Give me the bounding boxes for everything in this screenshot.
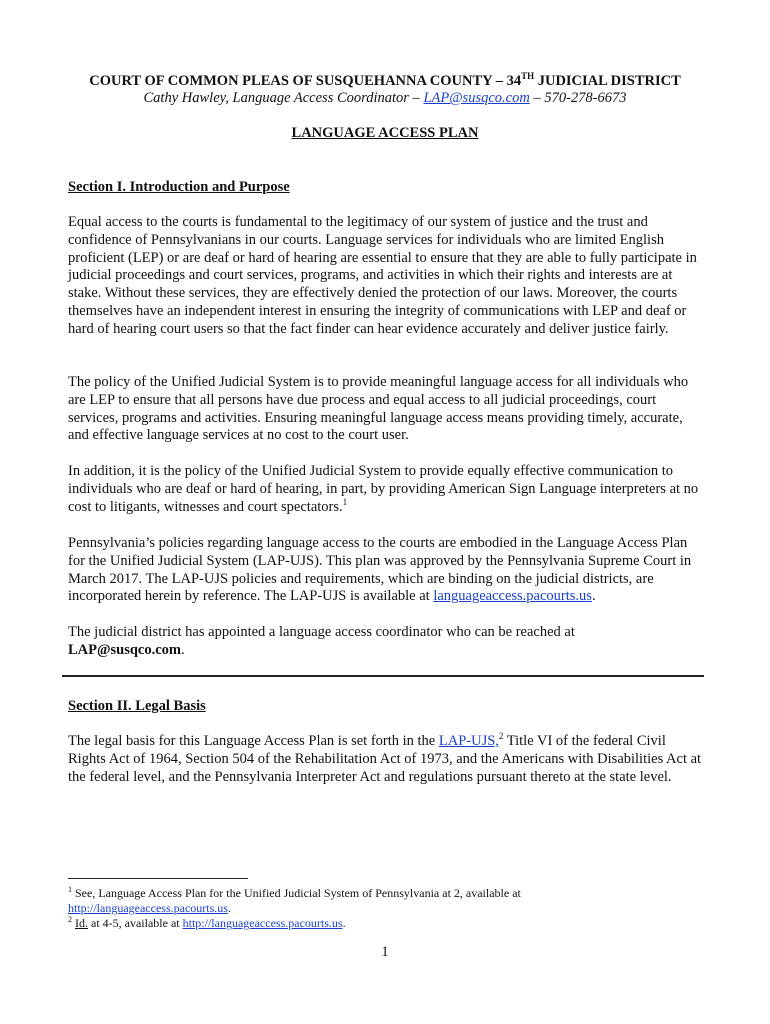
court-header [0,71,770,90]
footnote-1 [68,886,704,916]
section-2-heading: Section II. Legal Basis [68,698,206,714]
footnote-1-text: See, Language Access Plan for the Unified Judicial System of Pennsylvania at 2, available at [72,886,521,900]
paragraph-4-text: Pennsylvania’s policies regarding language access to the courts are embodied in the Language Access Plan for the Unified Judicial System (LAP-UJS). This plan was approved by the Pennsylvania Supreme Court in March 2017. The LAP-UJS policies and requirements, which are binding on the judicial districts, are incorporated herein by reference. The LAP-UJS is available at [68,535,692,605]
coordinator-email-bold: LAP@susqco.com [68,641,181,658]
languageaccess-link[interactable]: languageaccess.pacourts.us [433,588,592,605]
section-1-paragraph-3 [68,463,704,516]
section-1-paragraph-5 [68,624,704,660]
paragraph-5-text: The judicial district has appointed a language access coordinator who can be reached at [68,624,575,640]
district-label: JUDICIAL DISTRICT [534,72,681,89]
section-2-paragraph-1 [68,733,704,786]
footnote-1-link[interactable]: http://languageaccess.pacourts.us [68,901,228,915]
ordinal-suffix: TH [521,71,535,81]
footnote-separator [68,878,248,879]
footnote-2-text: at 4-5, available at [88,916,183,930]
section-divider [62,675,704,677]
coordinator-phone: – 570-278-6673 [529,90,627,106]
footnote-1-end: . [227,901,231,915]
section-1-paragraph-4 [68,535,704,606]
page-number: 1 [381,944,389,960]
footnote-2-id: Id. [75,916,88,930]
section-1-paragraph-2: The policy of the Unified Judicial System is to provide meaningful language access for all individuals who are LEP to ensure that all persons have due process and equal access to all judicial proceedings, court services, programs and activities. Ensuring meaningful language access means providing timely, accurate, and effective language services at no cost to the court user. [68,374,689,444]
section-1-heading: Section I. Introduction and Purpose [68,179,290,195]
paragraph-3-text: In addition, it is the policy of the Unified Judicial System to provide equally effective communication to individuals who are deaf or hard of hearing, in part, by providing American Sign Language interpreters at no cost to litigants, witnesses and court spectators. [68,463,699,515]
footnote-2-number: 2 [68,915,72,924]
footnote-ref-2[interactable]: 2 [498,731,504,742]
legal-basis-text: The legal basis for this Language Access Plan is set forth in the [68,733,439,749]
footnote-2 [68,916,704,931]
coordinator-line [0,90,770,107]
paragraph-4-end: . [591,588,596,605]
footnote-1-number: 1 [68,885,72,894]
coordinator-name: Cathy Hawley, Language Access Coordinator – [143,90,424,106]
section-1-paragraph-1: Equal access to the courts is fundamental to the legitimacy of our system of justice and the trust and confidence of Pennsylvanians in our courts. Language services for individuals who are limited English proficient (LEP) or are deaf or hard of hearing are essential to ensure that they are able to fully participate in judicial proceedings and court services, programs, and activities in which their rights and interests are at stake. Without these services, they are effectively denied the protection of our laws. Moreover, the courts themselves have an independent interest in ensuring the integrity of communications with LEP and deaf or hard of hearing court users so that the fact finder can hear evidence accurately and deliver justice fairly. [68,214,697,337]
legal-basis-text-end: Title VI of the federal Civil Rights Act of 1964, Section 504 of the Rehabilitation Act of 1973, and the Americans with Disabilities Act at the federal level, and the Pennsylvania Interpreter Act and regulations pursuant thereto at the state level. [68,733,702,785]
footnote-2-end: . [342,916,346,930]
coordinator-email-link[interactable]: LAP@susqco.com [423,90,530,106]
lap-ujs-link[interactable]: LAP-UJS, [438,733,499,749]
court-name: COURT OF COMMON PLEAS OF SUSQUEHANNA COUNTY – 34 [89,72,522,89]
footnote-ref-1[interactable]: 1 [342,496,348,507]
document-title: LANGUAGE ACCESS PLAN [291,125,479,141]
paragraph-5-end: . [180,641,185,658]
footnote-2-link[interactable]: http://languageaccess.pacourts.us [182,916,343,930]
